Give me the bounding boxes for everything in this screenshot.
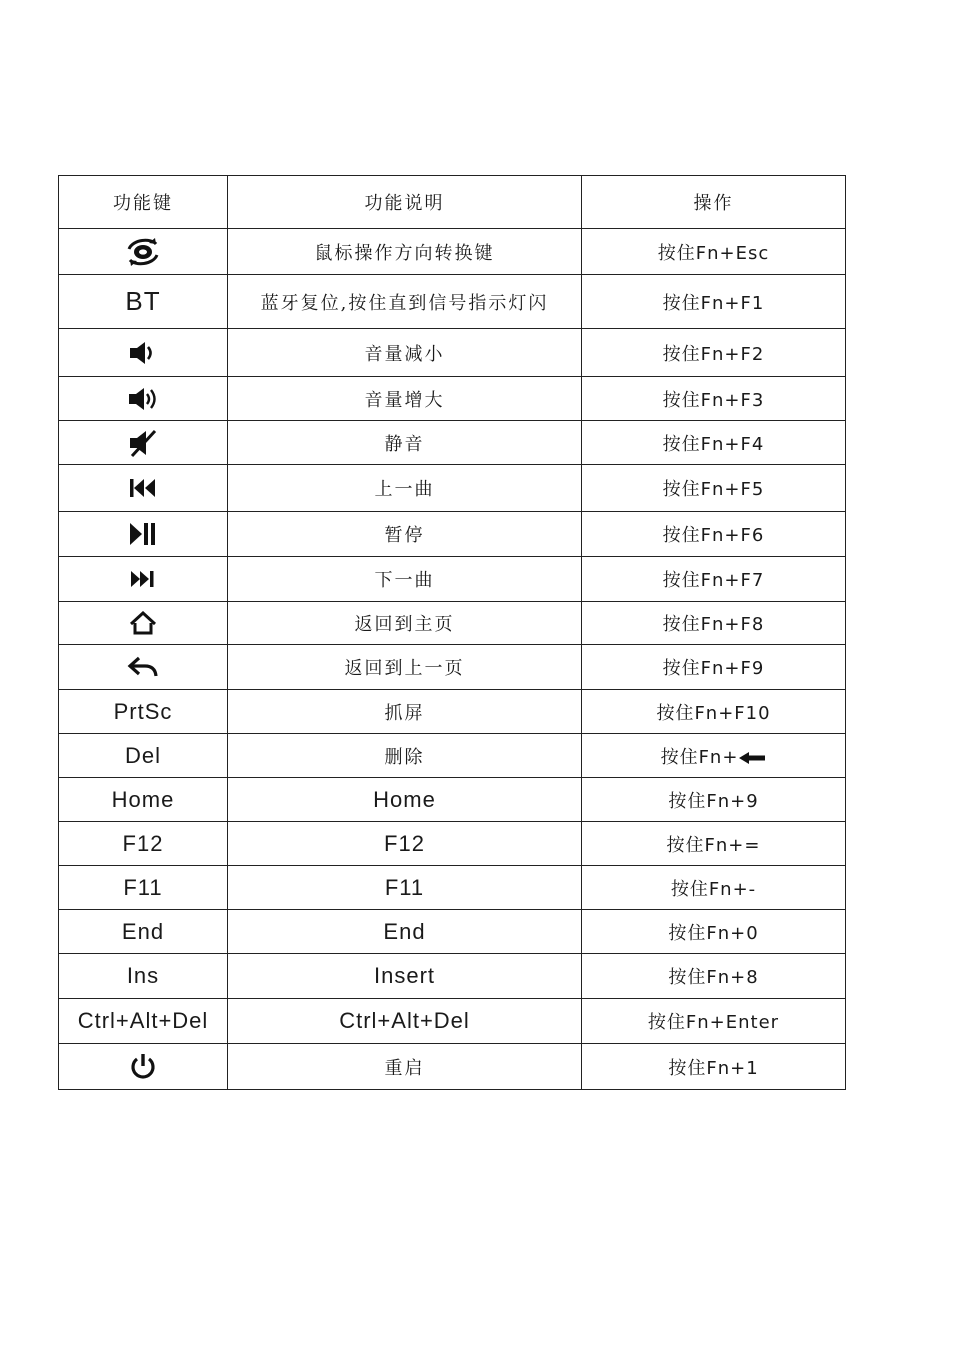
operation-cell: [582, 910, 846, 954]
volume-up-icon: [127, 386, 159, 412]
operation-prefix: 按住: [662, 389, 701, 411]
operation-cell: [582, 275, 846, 329]
table-row: [59, 778, 846, 822]
operation-prefix: 按住: [647, 1012, 686, 1033]
table-row: [59, 465, 846, 512]
operation-keys: Fn+F10: [694, 702, 771, 724]
operation-keys: Fn+=: [704, 834, 761, 856]
description-cell: F11: [228, 866, 582, 910]
operation-keys: Fn+F7: [700, 570, 765, 591]
operation-cell: [582, 954, 846, 999]
description-cell: 鼠标操作方向转换键: [228, 229, 582, 275]
operation-cell: [582, 377, 846, 421]
operation-keys: Fn+Esc: [695, 242, 770, 264]
table-row: [59, 275, 846, 329]
operation-cell: [582, 645, 846, 690]
operation-prefix: 按住: [662, 433, 701, 455]
table-row: [59, 1044, 846, 1090]
operation-prefix: 按住: [668, 967, 707, 988]
description-cell: 音量减小: [228, 329, 582, 377]
operation-prefix: 按住: [666, 834, 705, 856]
key-cell: [59, 512, 228, 557]
operation-cell: [582, 421, 846, 465]
operation-prefix: 按住: [662, 614, 701, 635]
table-row: [59, 690, 846, 734]
operation-keys: Fn+F2: [700, 343, 765, 365]
key-cell: F12: [59, 822, 228, 866]
table-row: [59, 421, 846, 465]
table-row: [59, 999, 846, 1044]
operation-keys: Fn+-: [708, 878, 757, 900]
operation-cell: [582, 866, 846, 910]
key-cell: [59, 645, 228, 690]
table-row: [59, 377, 846, 421]
operation-prefix: 按住: [662, 479, 701, 500]
operation-prefix: 按住: [656, 702, 695, 724]
operation-cell: [582, 602, 846, 645]
operation-keys: Fn+8: [706, 967, 759, 988]
operation-keys: Fn+F9: [700, 658, 765, 679]
power-icon: [128, 1052, 158, 1082]
operation-prefix: 按住: [662, 570, 701, 591]
operation-cell: [582, 512, 846, 557]
description-cell: 返回到上一页: [228, 645, 582, 690]
operation-cell: [582, 557, 846, 602]
mute-icon: [128, 428, 158, 458]
home-icon: [129, 611, 157, 635]
operation-cell: [582, 465, 846, 512]
description-cell: 蓝牙复位,按住直到信号指示灯闪: [228, 275, 582, 329]
operation-cell: [582, 999, 846, 1044]
operation-cell: [582, 822, 846, 866]
key-cell: Ctrl+Alt+Del: [59, 999, 228, 1044]
operation-keys: Fn+F6: [700, 525, 765, 546]
description-cell: Home: [228, 778, 582, 822]
operation-keys: Fn+F5: [700, 479, 765, 500]
table-row: [59, 866, 846, 910]
key-cell: [59, 229, 228, 275]
operation-keys: Fn+9: [706, 790, 759, 812]
table-row: [59, 734, 846, 778]
description-cell: 返回到主页: [228, 602, 582, 645]
header-operation: 操作: [582, 176, 846, 229]
operation-prefix: 按住: [662, 525, 701, 546]
description-cell: 删除: [228, 734, 582, 778]
key-cell: [59, 602, 228, 645]
table-row: [59, 954, 846, 999]
description-cell: F12: [228, 822, 582, 866]
operation-keys: Fn+0: [706, 922, 759, 944]
next-track-icon: [129, 569, 157, 589]
operation-keys: Fn+F8: [700, 614, 765, 635]
previous-track-icon: [128, 477, 158, 499]
operation-prefix: 按住: [662, 292, 701, 314]
operation-keys: Fn+F1: [700, 292, 765, 314]
play-pause-icon: [128, 521, 158, 547]
key-cell: [59, 1044, 228, 1090]
key-cell: F11: [59, 866, 228, 910]
operation-keys: Fn+F4: [700, 433, 765, 455]
operation-prefix: 按住: [670, 878, 709, 900]
operation-prefix: 按住: [657, 242, 696, 264]
table-row: [59, 229, 846, 275]
table-row: [59, 557, 846, 602]
operation-prefix: 按住: [668, 1057, 707, 1079]
function-key-table: [58, 175, 846, 1090]
table-row: [59, 602, 846, 645]
operation-prefix: 按住: [668, 790, 707, 812]
key-cell: Del: [59, 734, 228, 778]
operation-cell: [582, 734, 846, 778]
description-cell: 上一曲: [228, 465, 582, 512]
key-cell: Ins: [59, 954, 228, 999]
table-row: [59, 329, 846, 377]
description-cell: End: [228, 910, 582, 954]
volume-down-icon: [128, 340, 158, 366]
description-cell: 下一曲: [228, 557, 582, 602]
header-function-key: 功能键: [59, 176, 228, 229]
key-cell: End: [59, 910, 228, 954]
operation-prefix: 按住: [662, 343, 701, 365]
operation-keys: Fn+: [698, 746, 739, 768]
table-row: [59, 822, 846, 866]
description-cell: Insert: [228, 954, 582, 999]
description-cell: 抓屏: [228, 690, 582, 734]
table-header-row: [59, 176, 846, 229]
key-cell: BT: [59, 275, 228, 329]
operation-keys: Fn+Enter: [685, 1012, 780, 1033]
back-arrow-icon: [127, 655, 159, 679]
key-cell: [59, 465, 228, 512]
table-row: [59, 645, 846, 690]
key-cell: [59, 421, 228, 465]
operation-cell: [582, 229, 846, 275]
key-cell: [59, 377, 228, 421]
table-row: [59, 910, 846, 954]
operation-keys: Fn+1: [706, 1057, 759, 1079]
operation-prefix: 按住: [668, 922, 707, 944]
description-cell: 音量增大: [228, 377, 582, 421]
key-cell: Home: [59, 778, 228, 822]
key-cell: [59, 557, 228, 602]
key-cell: PrtSc: [59, 690, 228, 734]
operation-cell: [582, 1044, 846, 1090]
description-cell: 静音: [228, 421, 582, 465]
operation-prefix: 按住: [662, 658, 701, 679]
description-cell: 暂停: [228, 512, 582, 557]
description-cell: 重启: [228, 1044, 582, 1090]
description-cell: Ctrl+Alt+Del: [228, 999, 582, 1044]
key-cell: [59, 329, 228, 377]
operation-cell: [582, 778, 846, 822]
operation-cell: [582, 690, 846, 734]
mouse-direction-swap-icon: [125, 237, 161, 267]
operation-cell: [582, 329, 846, 377]
backspace-arrow-icon: [738, 751, 766, 765]
table-row: [59, 512, 846, 557]
operation-keys: Fn+F3: [700, 389, 765, 411]
operation-prefix: 按住: [660, 746, 699, 768]
header-function-description: 功能说明: [228, 176, 582, 229]
